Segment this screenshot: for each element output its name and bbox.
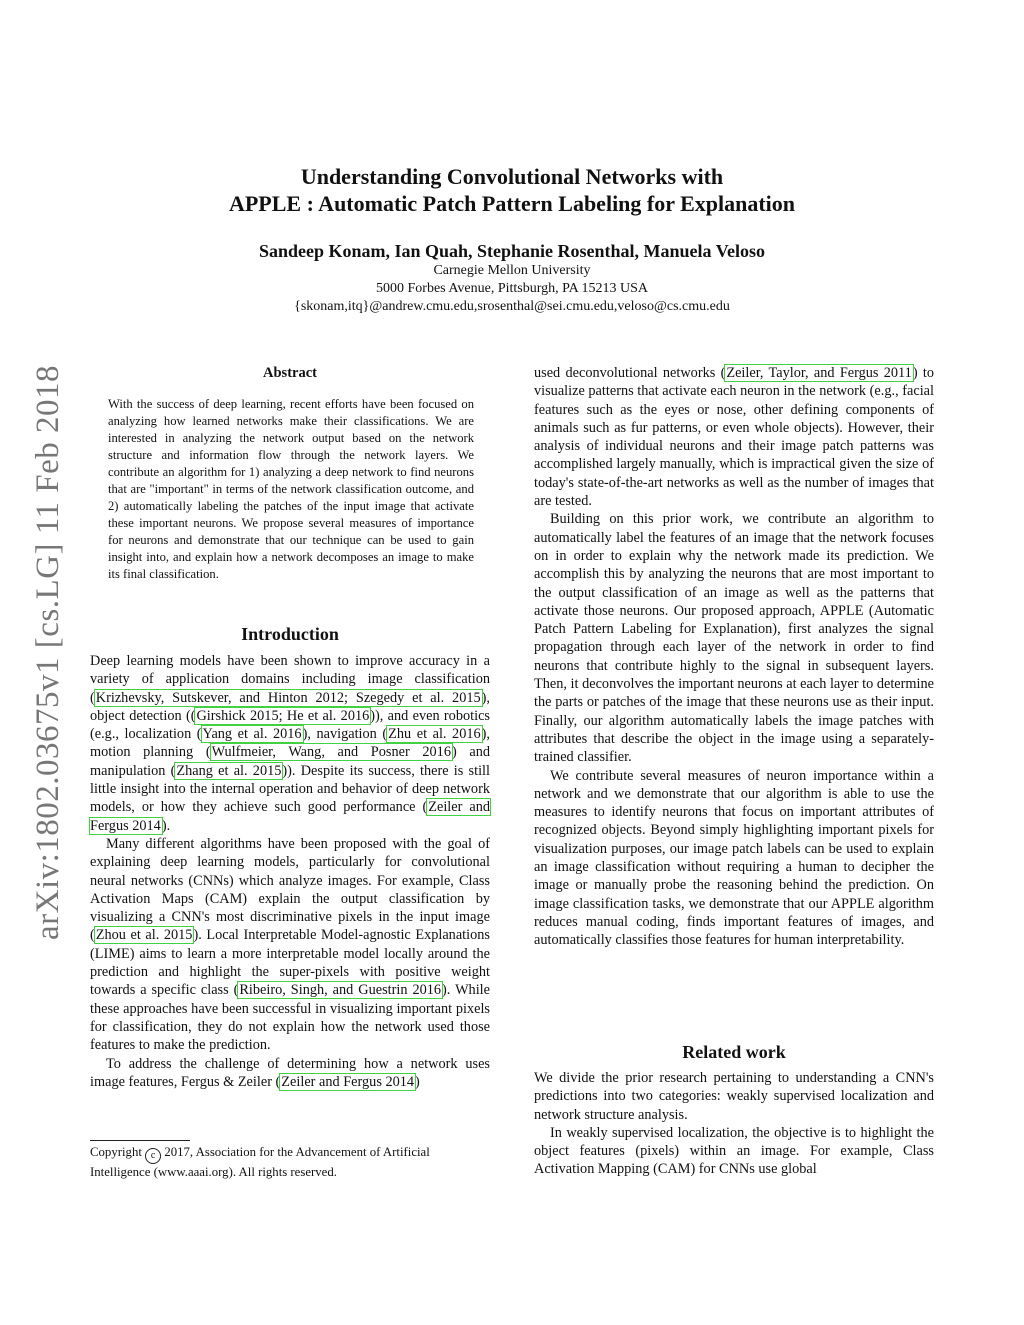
title-line-1: Understanding Convolutional Networks with (300, 164, 724, 189)
copyright-icon: c (145, 1148, 161, 1164)
abstract-text: With the success of deep learning, recent efforts have been focused on analyzing how learned networks make their classifications. We are interested in analyzing the network output based on the network structure and information flow through the network layers. We contribute an algorithm for 1) analyzing a deep network to find neurons that are "important" in terms of the network classification outcome, and 2) automatically labeling the patches of the input image that activate these important neurons. We propose several measures of importance for neurons and demonstrate that our technique can be used to gain insight into, and explain how a network decomposes an image to make its final classification. (108, 397, 474, 581)
citation-link[interactable]: Yang et al. 2016 (202, 726, 302, 743)
citation-link[interactable]: Wulfmeier, Wang, and Posner 2016 (211, 744, 451, 761)
intro-paragraph-3: To address the challenge of determining how a network uses image features, Fergus & Zeiler (Zeiler and Fergus 2014) (90, 1055, 490, 1090)
right-paragraph-2: Building on this prior work, we contribute an algorithm to automatically label the features of an image that the network focuses on in order to explain why the network made its prediction. We accomplish this by analyzing the neurons that are most important to the output classification of an image as well as the patterns that activate those neurons. Our proposed approach, APPLE (Automatic Patch Pattern Labeling for Explanation), first analyzes the signal propagation through each layer of the network in order to find neurons that contribute highly to the signal in subsequent layers. Then, it deconvolves the important neurons at each layer to determine the parts or patches of the image that these neurons use as their input. Finally, our algorithm automatically labels the image patches with attributes that describe the object in the image using a separately-trained classifier. (534, 511, 934, 766)
intro-paragraph-1: Deep learning models have been shown to improve accuracy in a variety of application domains including image classification (Krizhevsky, Sutskever, and Hinton 2012; Szegedy et al. 2015), object detection ((Girshick 2015; He et al. 2016)), and even robotics (e.g., localization (Yang et al. 2016), navigation (Zhu et al. 2016), motion planning (Wulfmeier, Wang, and Posner 2016) and manipulation (Zhang et al. 2015)). Despite its success, there is still little insight into the internal operation and behavior of deep network models, or how they achieve such good performance (Zeiler and Fergus 2014). (90, 653, 491, 834)
right-column (534, 364, 934, 950)
right-paragraph-1: used deconvolutional networks (Zeiler, Taylor, and Fergus 2011) to visualize patterns that activate each neuron in the network (e.g., facial features such as the eyes or nose, other defining components of animals such as fur patterns, or even whole objects). However, their analysis of individual neurons and their image patch patterns was accomplished largely manually, which is impractical given the size of today's state-of-the-art networks as well as the number of images that are tested. (534, 365, 934, 510)
title-line-2: APPLE : Automatic Patch Pattern Labeling for Explanation (228, 191, 796, 216)
address: 5000 Forbes Avenue, Pittsburgh, PA 15213 USA (376, 281, 648, 296)
citation-link[interactable]: Zeiler and Fergus 2014 (281, 1073, 415, 1090)
citation-link[interactable]: Zeiler, Taylor, and Fergus 2011 (726, 365, 912, 381)
citation-link[interactable]: Zhu et al. 2016 (388, 726, 481, 743)
citation-link[interactable]: Krizhevsky, Sutskever, and Hinton 2012; Szegedy et al. 2015 (95, 689, 481, 706)
intro-paragraph-2: Many different algorithms have been proposed with the goal of explaining deep learning models, particularly for convolutional neural networks (CNNs) which analyze images. For example, Class Activation Maps (CAM) explain the output classification by visualizing a CNN's most discriminative pixels in the input image (Zhou et al. 2015). Local Interpretable Model-agnostic Explanations (LIME) aims to learn a more interpretable model locally around the prediction and highlight the super-pixels with positive weight towards a specific class (Ribeiro, Singh, and Guestrin 2016). While these approaches have been successful in visualizing important pixels for classification, they do not explain how the network used those features to make the prediction. (90, 835, 490, 1054)
paper-title (80, 163, 944, 217)
citation-link[interactable]: Ribeiro, Singh, and Guestrin 2016 (239, 982, 442, 999)
affiliation-block (80, 262, 944, 316)
affiliation: Carnegie Mellon University (433, 263, 591, 278)
copyright-footnote: Copyright c 2017, Association for the Advancement of Artificial Intelligence (www.aaai.org). All rights reserved. (90, 1145, 430, 1179)
footnote-rule (90, 1140, 190, 1141)
introduction-heading: Introduction (241, 624, 339, 644)
arxiv-stamp: arXiv:1802.03675v1 [cs.LG] 11 Feb 2018 (30, 364, 66, 940)
citation-link[interactable]: Zeiler and Fergus 2014 (90, 799, 490, 834)
citation-link[interactable]: Girshick 2015; He et al. 2016 (196, 707, 370, 724)
citation-link[interactable]: Zhang et al. 2015 (176, 762, 282, 779)
right-paragraph-3: We contribute several measures of neuron importance within a network and we demonstrate that our algorithm is able to use the measures to identify neurons that focus on important attributes of recognized objects. Beyond simply highlighting important pixels for visualization purposes, our image patch labels can be used to explain an image classification without requiring a human to decipher the image or manually probe the reasoning behind the prediction. On image classification tasks, we demonstrate that our APPLE algorithm reduces manual coding, finds important features of images, and automatically classifies those features for human interpretability. (534, 767, 934, 949)
abstract-heading: Abstract (263, 365, 317, 381)
related-work-heading: Related work (682, 1042, 786, 1062)
related-work-text (534, 1069, 934, 1179)
related-paragraph-2: In weakly supervised localization, the objective is to highlight the object features (pixels) within an image. For example, Class Activation Mapping (CAM) for CNNs use global (534, 1124, 934, 1178)
citation-link[interactable]: Zhou et al. 2015 (95, 927, 193, 944)
left-column (90, 652, 490, 1091)
related-paragraph-1: We divide the prior research pertaining to understanding a CNN's predictions into two categories: weakly supervised localization and network structure analysis. (534, 1070, 934, 1123)
author-list: Sandeep Konam, Ian Quah, Stephanie Rosenthal, Manuela Veloso (258, 241, 766, 261)
emails: {skonam,itq}@andrew.cmu.edu,srosenthal@sei.cmu.edu,veloso@cs.cmu.edu (294, 299, 730, 314)
